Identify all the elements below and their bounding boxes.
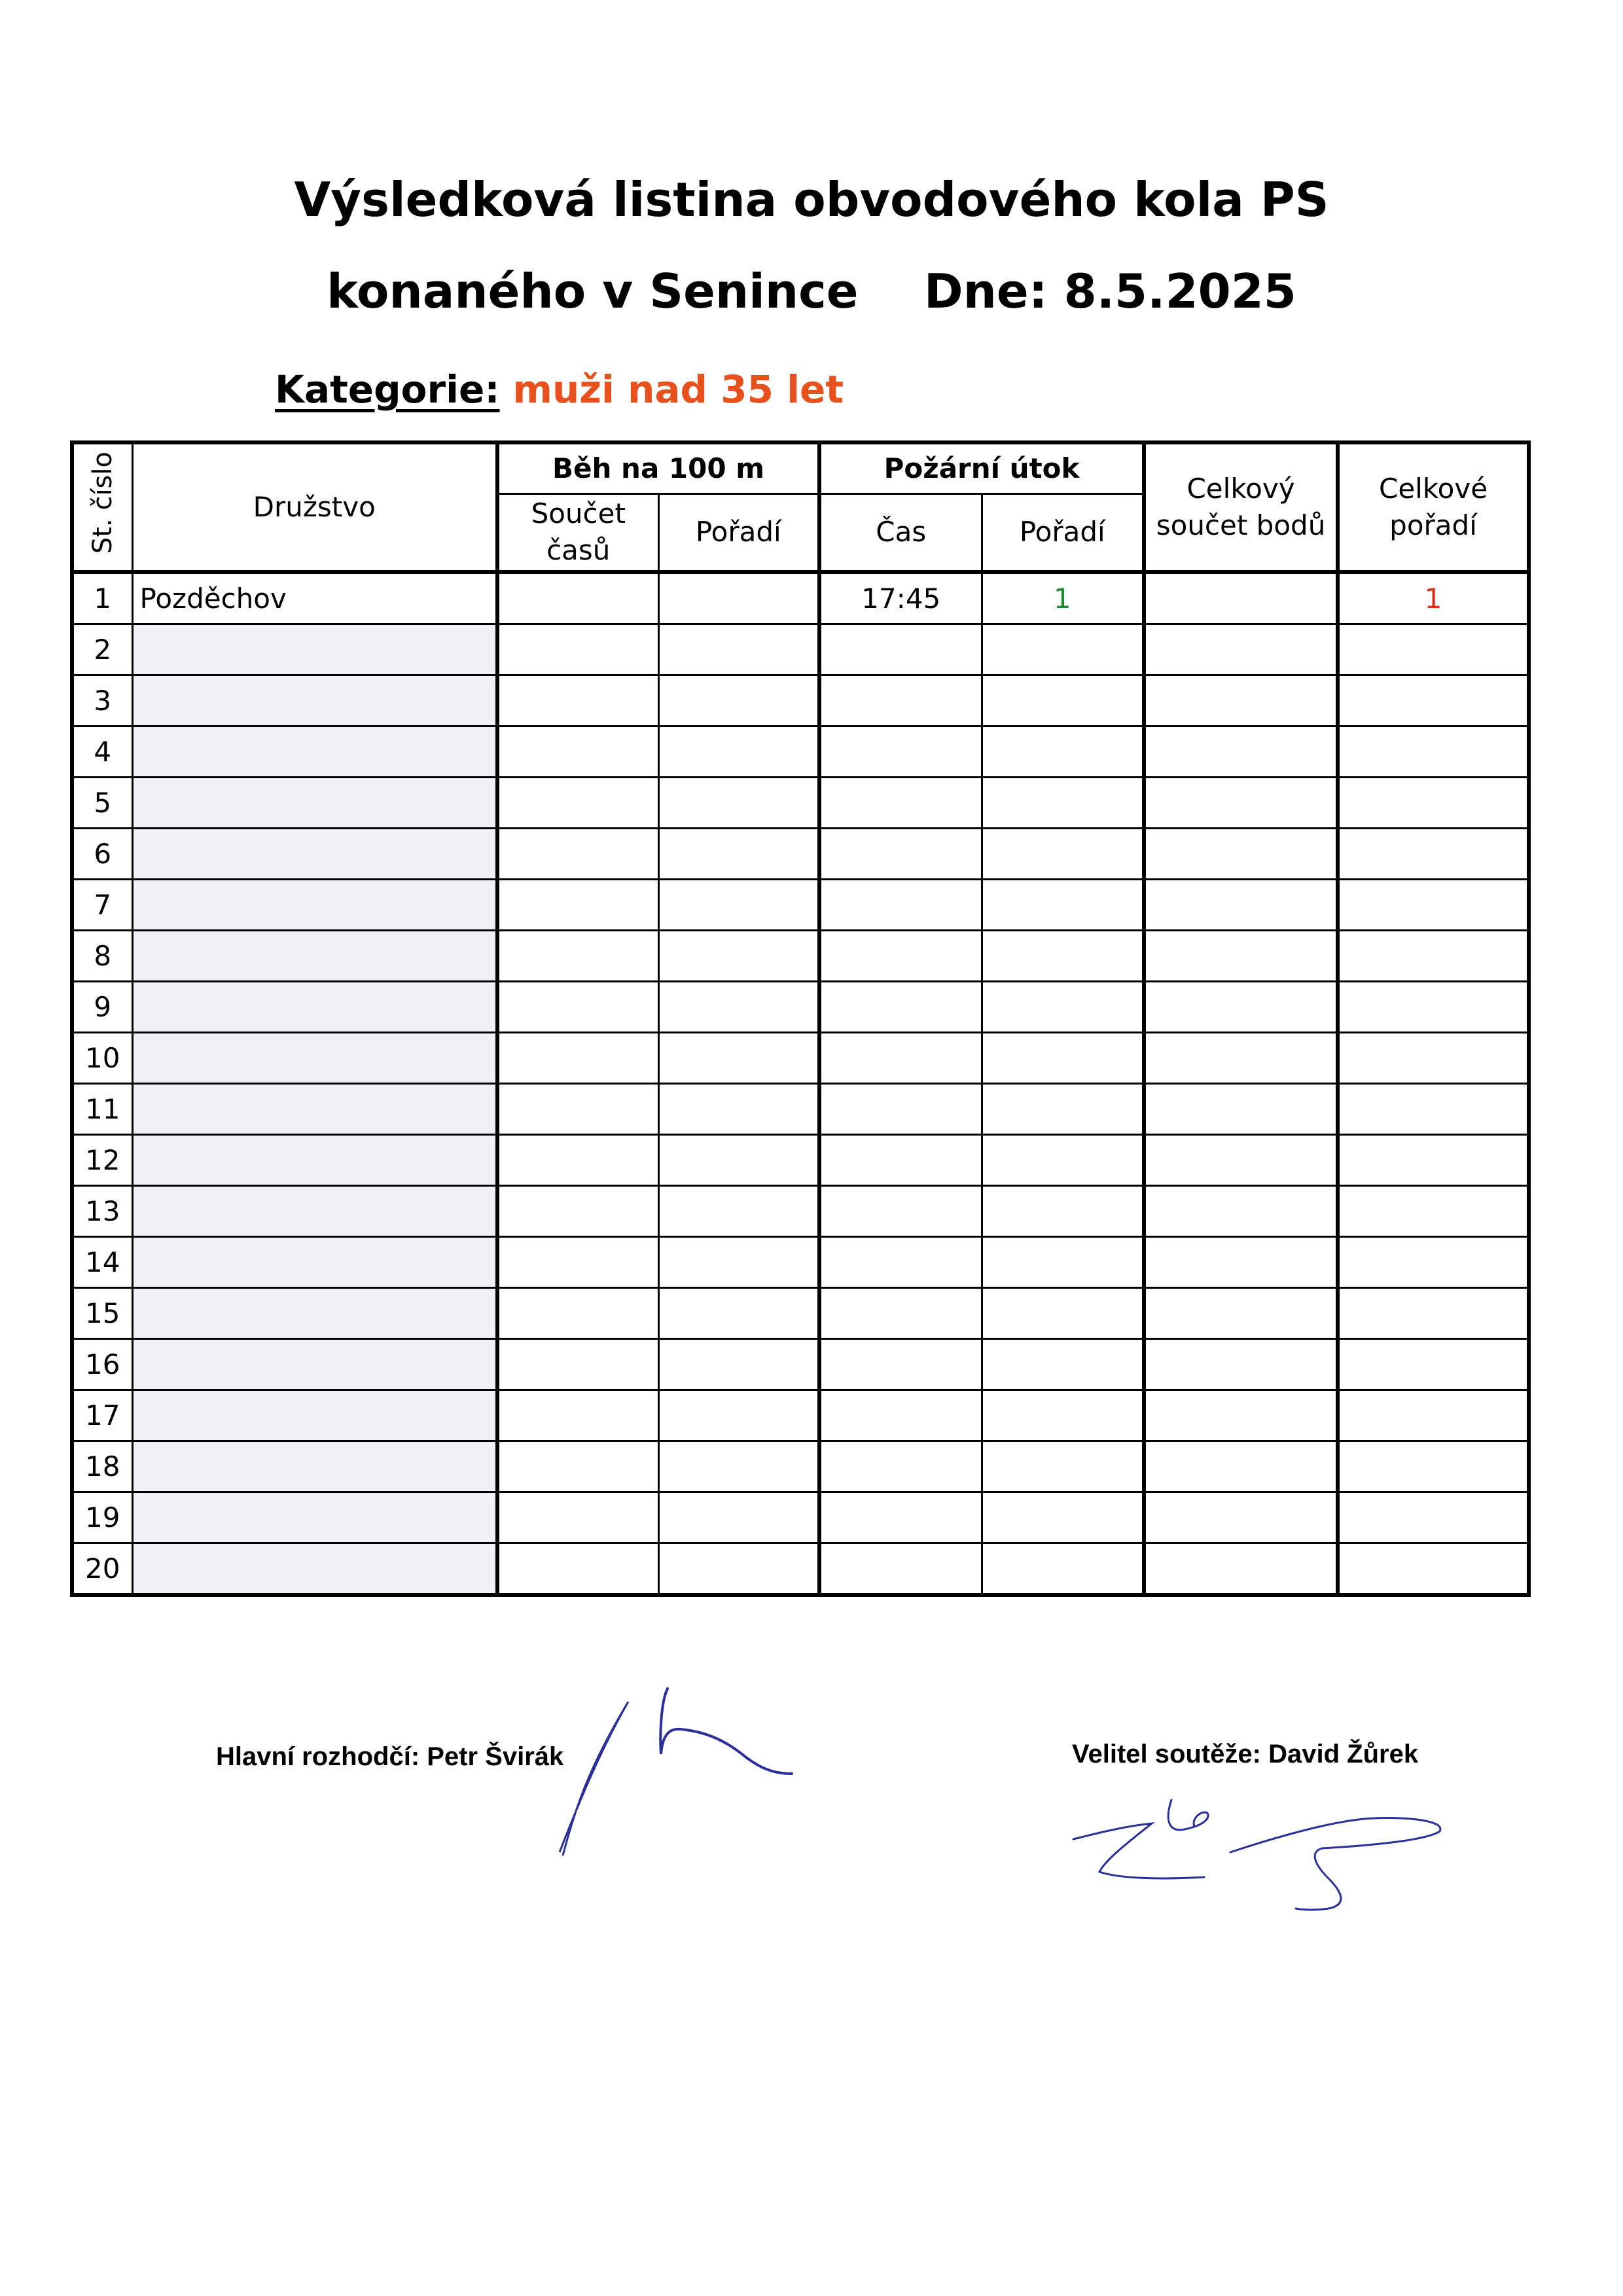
row-attack-rank: [982, 829, 1144, 880]
row-attack-rank: [982, 1288, 1144, 1339]
header-run-sum: Součet časů: [497, 493, 658, 572]
row-total-rank: [1338, 675, 1529, 726]
row-attack-time: [819, 931, 982, 982]
row-attack-rank: [982, 880, 1144, 931]
row-run-sum: [497, 1441, 658, 1492]
row-run-sum: [497, 1186, 658, 1237]
header-attack-rank: Pořadí: [982, 493, 1144, 572]
row-total-points: [1144, 1390, 1338, 1441]
row-team: [132, 829, 497, 880]
row-total-points: [1144, 1543, 1338, 1596]
row-number: 8: [72, 931, 132, 982]
row-run-rank: [658, 1135, 819, 1186]
row-attack-rank: [982, 624, 1144, 675]
row-number: 10: [72, 1033, 132, 1084]
row-total-rank: [1338, 1084, 1529, 1135]
row-total-points: [1144, 624, 1338, 675]
row-number: 7: [72, 880, 132, 931]
row-team: [132, 675, 497, 726]
row-run-sum: [497, 1288, 658, 1339]
row-run-rank: [658, 931, 819, 982]
row-total-rank: [1338, 880, 1529, 931]
row-attack-time: [819, 1033, 982, 1084]
row-attack-rank: [982, 1237, 1144, 1288]
row-run-rank: [658, 675, 819, 726]
category-label: Kategorie:: [275, 367, 500, 412]
row-total-rank: [1338, 1288, 1529, 1339]
row-team: [132, 982, 497, 1033]
row-total-rank: [1338, 1135, 1529, 1186]
row-attack-time: [819, 726, 982, 778]
row-run-rank: [658, 1390, 819, 1441]
table-row: [72, 931, 1529, 982]
row-attack-time: [819, 1288, 982, 1339]
row-total-points: [1144, 572, 1338, 624]
row-attack-rank: [982, 1339, 1144, 1390]
row-run-sum: [497, 1135, 658, 1186]
row-attack-time: [819, 1084, 982, 1135]
row-team: [132, 624, 497, 675]
row-team: [132, 1339, 497, 1390]
row-total-rank: [1338, 1033, 1529, 1084]
row-total-points: [1144, 1135, 1338, 1186]
row-run-rank: [658, 1186, 819, 1237]
row-run-rank: [658, 572, 819, 624]
table-row: [72, 778, 1529, 829]
row-team: [132, 778, 497, 829]
table-row: [72, 1084, 1529, 1135]
row-team: Pozděchov: [132, 572, 497, 624]
row-run-sum: [497, 1492, 658, 1543]
row-attack-time: [819, 1186, 982, 1237]
row-attack-time: [819, 778, 982, 829]
row-number: 5: [72, 778, 132, 829]
row-attack-time: [819, 1492, 982, 1543]
row-number: 15: [72, 1288, 132, 1339]
row-total-points: [1144, 931, 1338, 982]
row-number: 11: [72, 1084, 132, 1135]
row-run-rank: [658, 726, 819, 778]
row-team: [132, 1186, 497, 1237]
row-total-rank: [1338, 778, 1529, 829]
row-number: 6: [72, 829, 132, 880]
table-row: [72, 982, 1529, 1033]
row-run-rank: [658, 1288, 819, 1339]
header-attack-time: Čas: [819, 493, 982, 572]
results-table: [70, 440, 1531, 1597]
row-total-points: [1144, 1339, 1338, 1390]
row-number: 17: [72, 1390, 132, 1441]
row-run-rank: [658, 1492, 819, 1543]
row-attack-time: [819, 675, 982, 726]
row-attack-rank: [982, 1441, 1144, 1492]
header-total-rank: Celkové pořadí: [1338, 442, 1529, 572]
row-run-rank: [658, 1339, 819, 1390]
commander-label: Velitel soutěže: David Žůrek: [1072, 1740, 1419, 1768]
row-total-points: [1144, 1441, 1338, 1492]
row-run-sum: [497, 1084, 658, 1135]
row-attack-rank: [982, 778, 1144, 829]
row-run-sum: [497, 931, 658, 982]
row-run-rank: [658, 880, 819, 931]
row-number: 16: [72, 1339, 132, 1390]
row-total-points: [1144, 726, 1338, 778]
row-run-sum: [497, 1390, 658, 1441]
row-attack-time: [819, 1135, 982, 1186]
table-row: [72, 624, 1529, 675]
table-row: [72, 1492, 1529, 1543]
row-attack-rank: [982, 1390, 1144, 1441]
row-run-sum: [497, 726, 658, 778]
row-total-rank: [1338, 1441, 1529, 1492]
title-line-1: Výsledková listina obvodového kola PS: [294, 172, 1329, 227]
header-run-group: Běh na 100 m: [497, 442, 819, 493]
row-number: 19: [72, 1492, 132, 1543]
table-row: [72, 1237, 1529, 1288]
row-total-rank: [1338, 726, 1529, 778]
table-row: [72, 1033, 1529, 1084]
row-run-sum: [497, 624, 658, 675]
row-number: 18: [72, 1441, 132, 1492]
table-row: [72, 726, 1529, 778]
row-total-rank: [1338, 1186, 1529, 1237]
row-attack-rank: [982, 1135, 1144, 1186]
row-team: [132, 1237, 497, 1288]
row-total-rank: [1338, 624, 1529, 675]
row-attack-time: 17:45: [819, 572, 982, 624]
table-row: [72, 1543, 1529, 1596]
row-total-points: [1144, 675, 1338, 726]
row-number: 20: [72, 1543, 132, 1596]
row-run-rank: [658, 1441, 819, 1492]
row-attack-time: [819, 1237, 982, 1288]
row-attack-rank: [982, 1033, 1144, 1084]
row-attack-time: [819, 1543, 982, 1596]
header-attack-group: Požární útok: [819, 442, 1144, 493]
table-row: [72, 829, 1529, 880]
table-row: [72, 1135, 1529, 1186]
table-row: [72, 880, 1529, 931]
row-attack-rank: [982, 1492, 1144, 1543]
row-attack-rank: [982, 931, 1144, 982]
chief-referee-signature: [550, 1676, 812, 1865]
row-run-rank: [658, 829, 819, 880]
row-total-rank: 1: [1338, 572, 1529, 624]
row-team: [132, 1084, 497, 1135]
row-total-rank: [1338, 1390, 1529, 1441]
row-attack-time: [819, 1339, 982, 1390]
row-run-sum: [497, 675, 658, 726]
row-attack-rank: [982, 726, 1144, 778]
row-total-points: [1144, 1288, 1338, 1339]
row-total-points: [1144, 1492, 1338, 1543]
row-total-points: [1144, 829, 1338, 880]
row-run-sum: [497, 1339, 658, 1390]
row-total-rank: [1338, 1237, 1529, 1288]
row-run-sum: [497, 880, 658, 931]
table-row: [72, 1441, 1529, 1492]
row-attack-rank: [982, 1543, 1144, 1596]
row-team: [132, 726, 497, 778]
row-attack-time: [819, 880, 982, 931]
row-run-sum: [497, 778, 658, 829]
row-run-rank: [658, 778, 819, 829]
row-run-sum: [497, 1543, 658, 1596]
table-row: [72, 675, 1529, 726]
header-start-number: St. číslo: [72, 442, 132, 572]
row-number: 4: [72, 726, 132, 778]
row-team: [132, 1288, 497, 1339]
row-number: 2: [72, 624, 132, 675]
row-attack-time: [819, 624, 982, 675]
row-run-rank: [658, 1543, 819, 1596]
row-team: [132, 1492, 497, 1543]
row-number: 13: [72, 1186, 132, 1237]
table-row: [72, 1390, 1529, 1441]
table-row: [72, 1339, 1529, 1390]
row-attack-rank: [982, 982, 1144, 1033]
row-run-rank: [658, 1033, 819, 1084]
category-value: muži nad 35 let: [512, 367, 844, 412]
row-run-sum: [497, 1237, 658, 1288]
table-row: [72, 572, 1529, 624]
row-total-points: [1144, 1237, 1338, 1288]
row-run-sum: [497, 829, 658, 880]
row-run-rank: [658, 624, 819, 675]
table-row: [72, 1186, 1529, 1237]
row-team: [132, 1543, 497, 1596]
row-run-rank: [658, 1237, 819, 1288]
row-number: 9: [72, 982, 132, 1033]
table-row: [72, 1288, 1529, 1339]
category: [275, 367, 844, 412]
row-total-rank: [1338, 982, 1529, 1033]
row-attack-time: [819, 982, 982, 1033]
row-total-points: [1144, 982, 1338, 1033]
header-run-rank: Pořadí: [658, 493, 819, 572]
row-total-rank: [1338, 1339, 1529, 1390]
row-total-rank: [1338, 1543, 1529, 1596]
row-run-sum: [497, 982, 658, 1033]
row-attack-rank: [982, 675, 1144, 726]
commander-signature: [1060, 1780, 1466, 1924]
row-attack-time: [819, 1390, 982, 1441]
chief-referee-label: Hlavní rozhodčí: Petr Švirák: [216, 1742, 564, 1771]
row-total-rank: [1338, 931, 1529, 982]
row-attack-rank: [982, 1186, 1144, 1237]
title-line-2: konaného v Senince Dne: 8.5.2025: [327, 264, 1296, 319]
row-run-sum: [497, 572, 658, 624]
row-number: 1: [72, 572, 132, 624]
row-total-points: [1144, 880, 1338, 931]
row-team: [132, 1135, 497, 1186]
row-total-points: [1144, 1186, 1338, 1237]
row-team: [132, 1033, 497, 1084]
row-team: [132, 1390, 497, 1441]
row-total-rank: [1338, 829, 1529, 880]
row-team: [132, 880, 497, 931]
row-total-rank: [1338, 1492, 1529, 1543]
row-attack-time: [819, 829, 982, 880]
row-run-sum: [497, 1033, 658, 1084]
row-number: 12: [72, 1135, 132, 1186]
row-attack-rank: [982, 1084, 1144, 1135]
header-total-points: Celkový součet bodů: [1144, 442, 1338, 572]
row-run-rank: [658, 982, 819, 1033]
row-number: 3: [72, 675, 132, 726]
row-team: [132, 1441, 497, 1492]
header-team: Družstvo: [132, 442, 497, 572]
row-total-points: [1144, 778, 1338, 829]
row-total-points: [1144, 1033, 1338, 1084]
document-title: [0, 154, 1623, 337]
row-total-points: [1144, 1084, 1338, 1135]
row-attack-time: [819, 1441, 982, 1492]
row-number: 14: [72, 1237, 132, 1288]
row-attack-rank: 1: [982, 572, 1144, 624]
row-run-rank: [658, 1084, 819, 1135]
row-team: [132, 931, 497, 982]
